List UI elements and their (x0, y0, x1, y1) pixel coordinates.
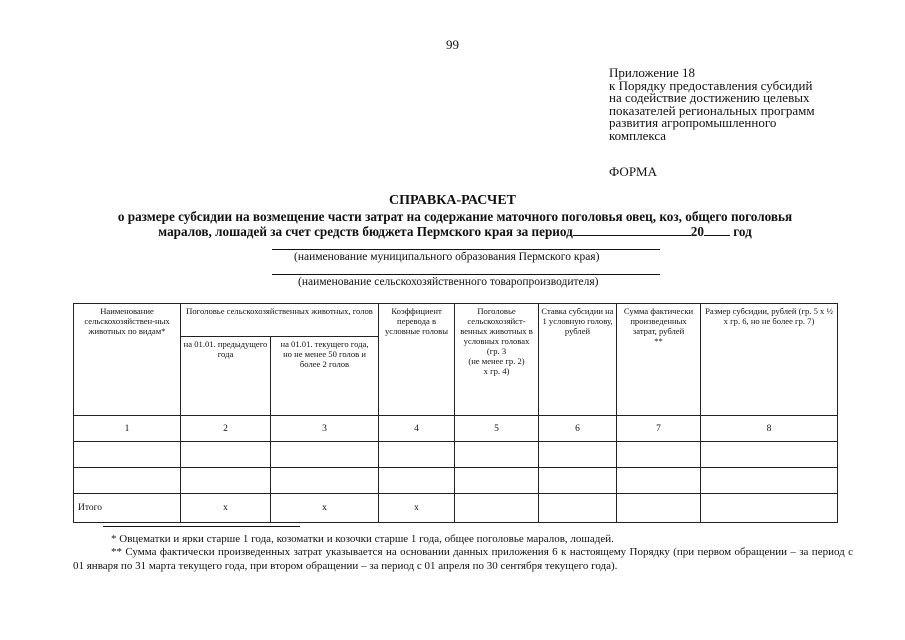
table-cell[interactable] (74, 468, 181, 494)
header-current-year (271, 337, 379, 416)
appendix-line: Приложение 18 (609, 65, 696, 80)
column-number: 5 (455, 416, 539, 442)
column-number-row (74, 416, 838, 442)
footnote-2: ** Сумма фактически произведенных затрат указывается на основании данных приложения 6 к настоящему Порядку (при первом обращении – за период с 01 января по 31 марта текущего года, при втором обращении – за период с 01 апреля по 30 сентября текущего года). (73, 546, 853, 572)
appendix-line: комплекса (609, 127, 667, 143)
document-subtitle (60, 210, 850, 239)
header-conversion-coefficient: Коэффициент перевода в условные головы (379, 304, 455, 416)
header-current-year-text: на 01.01. текущего года, (280, 339, 369, 349)
table-cell[interactable] (181, 442, 271, 468)
total-cell: х (271, 494, 379, 523)
column-number: 1 (74, 416, 181, 442)
table-cell[interactable] (539, 468, 617, 494)
header-actual-costs-text: Сумма фактически произведенных затрат, рублей (623, 306, 694, 336)
table-cell[interactable] (271, 468, 379, 494)
form-label: ФОРМА (609, 164, 657, 179)
producer-fill-line[interactable] (272, 274, 660, 275)
table-cell[interactable] (455, 468, 539, 494)
table-cell[interactable] (539, 442, 617, 468)
table-cell[interactable] (617, 468, 701, 494)
year-prefix: 20 (690, 224, 704, 239)
total-cell[interactable] (701, 494, 838, 523)
total-cell[interactable] (539, 494, 617, 523)
header-conditional-heads-formula-1: (гр. 3 (486, 346, 507, 356)
header-conditional-heads (455, 304, 539, 416)
column-number: 3 (271, 416, 379, 442)
appendix-block (609, 67, 869, 142)
municipality-fill-line[interactable] (272, 249, 660, 250)
period-blank[interactable] (573, 224, 691, 236)
appendix-line: к Порядку предоставления субсидий (609, 77, 813, 93)
total-label: Итого (74, 494, 181, 523)
header-subsidy-amount: Размер субсидии, рублей (гр. 5 х ½ х гр. 6, но не более гр. 7) (701, 304, 838, 416)
table-cell[interactable] (181, 468, 271, 494)
producer-caption: (наименование сельскохозяйственного товаропроизводителя) (298, 276, 599, 288)
column-number: 7 (617, 416, 701, 442)
header-conditional-heads-formula-2: (не менее гр. 2) (468, 356, 525, 366)
year-blank[interactable] (704, 224, 730, 236)
table-cell[interactable] (701, 442, 838, 468)
table-cell[interactable] (379, 468, 455, 494)
subtitle-line-2 (60, 224, 850, 239)
header-actual-costs (617, 304, 701, 416)
total-cell[interactable] (617, 494, 701, 523)
column-number: 8 (701, 416, 838, 442)
table-row (74, 468, 838, 494)
subtitle-line-2-text: маралов, лошадей за счет средств бюджета Пермского края за период (158, 224, 573, 239)
year-suffix: год (733, 224, 752, 239)
page-number: 99 (446, 37, 459, 52)
appendix-line: развития агропромышленного (609, 115, 777, 130)
footnote-separator (103, 526, 300, 527)
header-livestock-group: Поголовье сельскохозяйственных животных, голов (181, 304, 379, 337)
table-cell[interactable] (74, 442, 181, 468)
header-conditional-heads-text: Поголовье сельскохозяйст-венных животных в условных головах (460, 306, 533, 346)
municipality-caption: (наименование муниципального образования Пермского края) (294, 251, 600, 263)
table-cell[interactable] (617, 442, 701, 468)
header-actual-costs-mark: ** (654, 336, 663, 346)
table-row (74, 442, 838, 468)
document-title: СПРАВКА-РАСЧЕТ (388, 193, 517, 208)
total-cell[interactable] (455, 494, 539, 523)
appendix-line: показателей региональных программ (609, 102, 815, 118)
total-row (74, 494, 838, 523)
table-cell[interactable] (379, 442, 455, 468)
table-cell[interactable] (271, 442, 379, 468)
column-number: 4 (379, 416, 455, 442)
column-number: 2 (181, 416, 271, 442)
table-cell[interactable] (455, 442, 539, 468)
column-number: 6 (539, 416, 617, 442)
calculation-table (73, 303, 838, 523)
appendix-line: на содействие достижению целевых (609, 90, 810, 105)
header-conditional-heads-formula-3: х гр. 4) (483, 366, 510, 376)
header-subsidy-rate: Ставка субсидии на 1 условную голову, рублей (539, 304, 617, 416)
header-previous-year: на 01.01. предыдущего года (181, 337, 271, 416)
total-cell: х (379, 494, 455, 523)
header-current-year-note: но не менее 50 голов и более 2 голов (283, 349, 366, 369)
subtitle-line-1: о размере субсидии на возмещение части затрат на содержание маточного поголовья овец, коз, общего поголовья (117, 209, 793, 224)
table-cell[interactable] (701, 468, 838, 494)
footnote-1: * Овцематки и ярки старше 1 года, козоматки и козочки старше 1 года, общее поголовье маралов, лошадей. (111, 533, 614, 545)
header-animal-type: Наименование сельскохозяйствен-ных животных по видам* (74, 304, 181, 416)
total-cell: х (181, 494, 271, 523)
